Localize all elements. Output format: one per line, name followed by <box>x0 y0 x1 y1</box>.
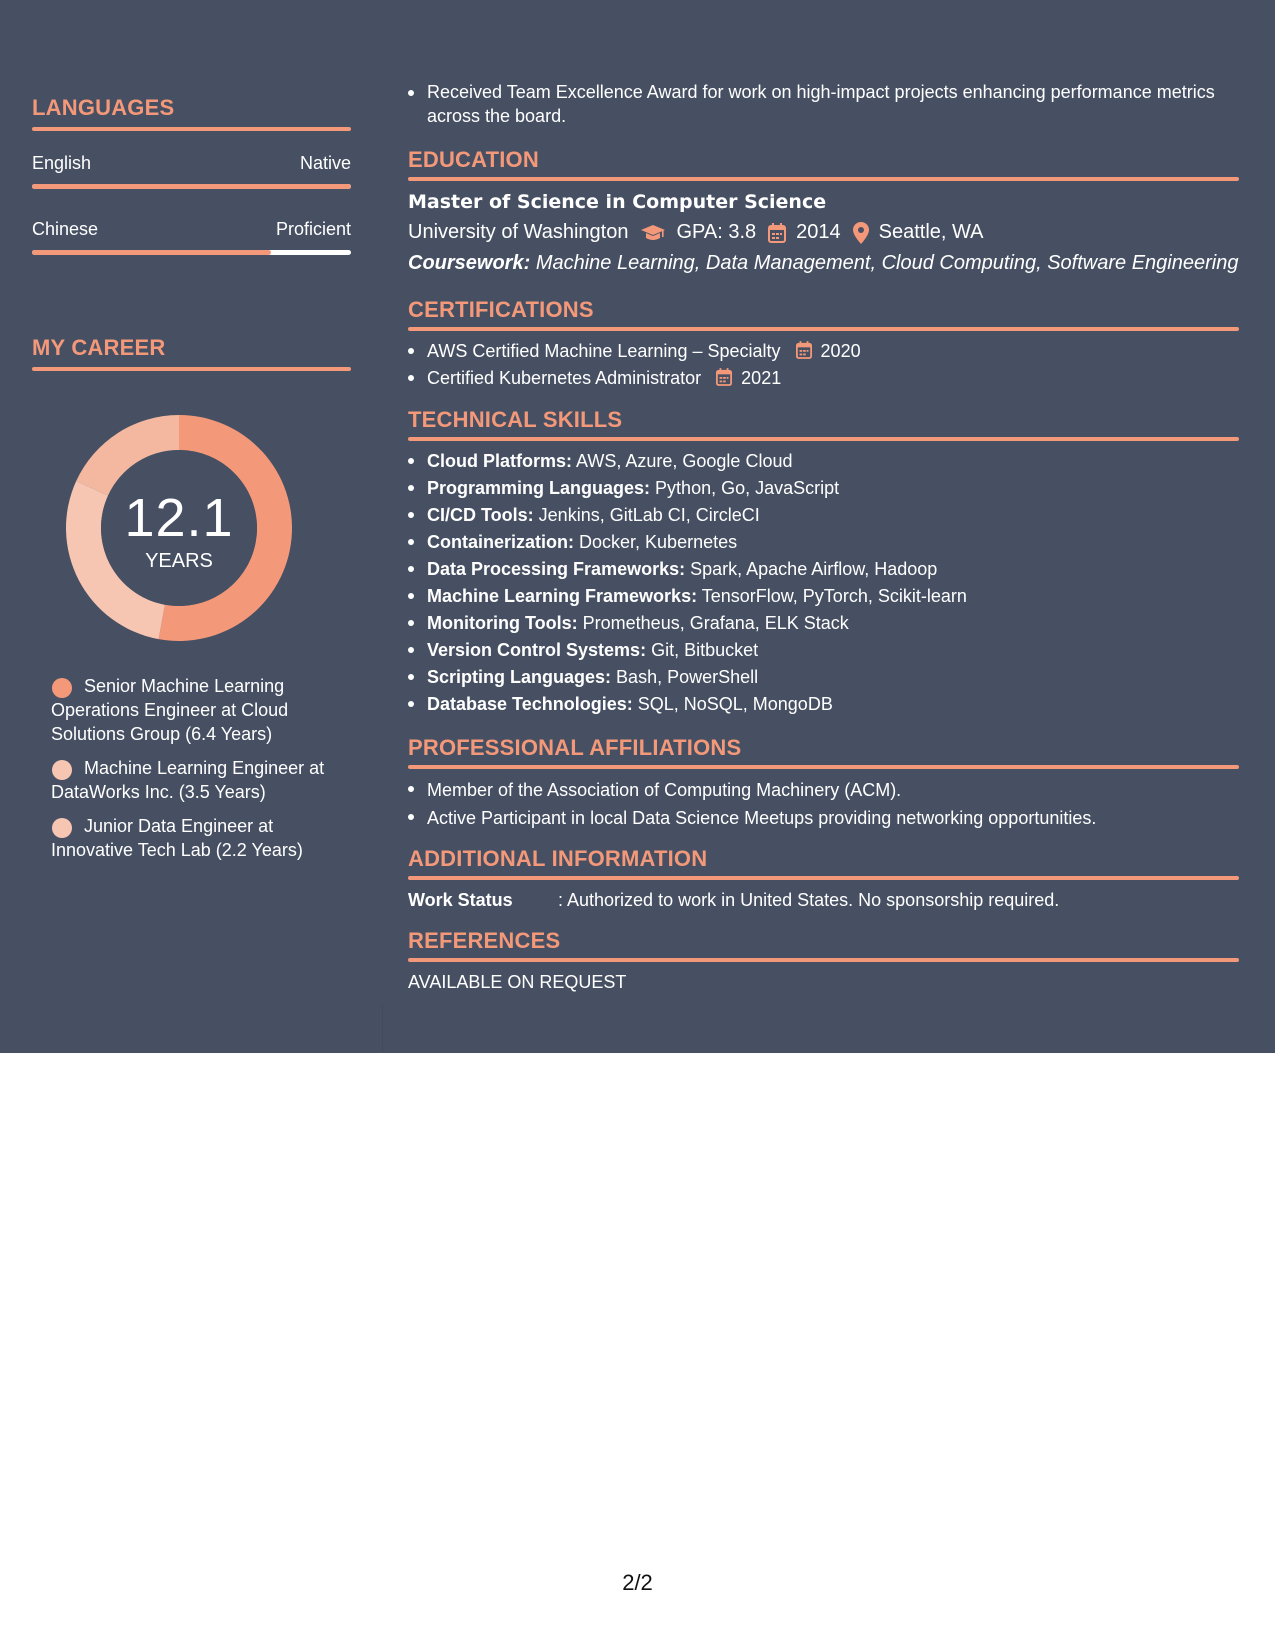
skills-list <box>408 448 1239 718</box>
language-bar-fill <box>32 184 351 189</box>
skill-item <box>408 691 1239 718</box>
references-rule <box>408 958 1239 962</box>
coursework-label: Coursework: <box>408 252 531 274</box>
career-total-years: 12.1 <box>124 488 234 548</box>
education-section <box>408 147 1239 275</box>
references-text: AVAILABLE ON REQUEST <box>408 972 627 992</box>
column-divider <box>382 1005 383 1053</box>
skill-label: Machine Learning Frameworks: <box>427 586 698 606</box>
coursework <box>408 252 1239 275</box>
certification-item <box>408 338 1239 365</box>
language-bar <box>32 250 351 255</box>
skill-value: Jenkins, GitLab CI, CircleCI <box>538 505 760 525</box>
graduation-cap-icon <box>640 224 666 242</box>
language-bar <box>32 184 351 189</box>
skill-item <box>408 637 1239 664</box>
skill-item <box>408 583 1239 610</box>
skill-value: SQL, NoSQL, MongoDB <box>637 694 833 714</box>
language-level: Native <box>299 153 351 173</box>
languages-rule <box>32 127 351 131</box>
certifications-section <box>408 297 1239 392</box>
degree-name: Master of Science in Computer Science <box>408 191 827 213</box>
certifications-rule <box>408 327 1239 331</box>
skill-value: Python, Go, JavaScript <box>655 478 840 498</box>
additional-info-title: ADDITIONAL INFORMATION <box>408 846 708 871</box>
skill-value: TensorFlow, PyTorch, Scikit-learn <box>701 586 967 606</box>
legend-dot-icon <box>52 760 72 780</box>
skill-value: Prometheus, Grafana, ELK Stack <box>582 613 849 633</box>
experience-tail-list <box>408 80 1239 128</box>
career-legend-item <box>51 756 331 804</box>
language-name: Chinese <box>32 219 99 239</box>
education-title: EDUCATION <box>408 147 539 172</box>
certification-name: AWS Certified Machine Learning – Specialty <box>427 341 781 361</box>
skill-label: Version Control Systems: <box>427 640 647 660</box>
calendar-icon <box>716 368 732 386</box>
certifications-list <box>408 338 1239 392</box>
school-name: University of Washington <box>408 221 629 243</box>
certification-item <box>408 365 1239 392</box>
skill-value: Spark, Apache Airflow, Hadoop <box>690 559 938 579</box>
skill-label: Programming Languages: <box>427 478 651 498</box>
career-section <box>32 335 351 371</box>
language-name: English <box>32 153 92 173</box>
certification-name: Certified Kubernetes Administrator <box>427 368 702 388</box>
affiliations-rule <box>408 765 1239 769</box>
affiliation-item: Active Participant in local Data Science Meetups providing networking opportunities. <box>408 804 1239 832</box>
skill-label: Containerization: <box>427 532 574 552</box>
gpa: GPA: 3.8 <box>676 221 757 243</box>
affiliations-section <box>408 735 1239 832</box>
additional-info-section <box>408 846 1239 911</box>
language-item <box>32 153 351 189</box>
language-item <box>32 219 351 255</box>
skills-title: TECHNICAL SKILLS <box>408 407 623 432</box>
location-pin-icon <box>853 222 869 244</box>
career-legend-item <box>51 814 331 862</box>
skill-item <box>408 475 1239 502</box>
career-rule <box>32 367 351 371</box>
skill-item <box>408 664 1239 691</box>
affiliation-item: Member of the Association of Computing Machinery (ACM). <box>408 776 1239 804</box>
skill-label: CI/CD Tools: <box>427 505 534 525</box>
skill-value: Bash, PowerShell <box>616 667 759 687</box>
skill-value: Git, Bitbucket <box>651 640 759 660</box>
education-rule <box>408 177 1239 181</box>
graduation-year: 2014 <box>796 221 841 243</box>
skills-rule <box>408 437 1239 441</box>
career-donut-chart <box>66 415 292 641</box>
languages-title: LANGUAGES <box>32 95 175 120</box>
skill-item <box>408 448 1239 475</box>
coursework-list: Machine Learning, Data Management, Cloud Computing, Software Engineering <box>535 252 1239 274</box>
skill-value: Docker, Kubernetes <box>579 532 738 552</box>
affiliations-title: PROFESSIONAL AFFILIATIONS <box>408 735 742 760</box>
legend-dot-icon <box>52 678 72 698</box>
skill-label: Monitoring Tools: <box>427 613 578 633</box>
certification-year: 2020 <box>820 341 861 361</box>
calendar-icon <box>796 341 812 359</box>
experience-bullet: Received Team Excellence Award for work on high-impact projects enhancing performance metrics across the board. <box>408 80 1239 128</box>
career-legend-item <box>51 674 331 746</box>
school-location: Seattle, WA <box>878 221 984 243</box>
languages-section <box>32 95 351 255</box>
skill-label: Cloud Platforms: <box>427 451 573 471</box>
skill-label: Database Technologies: <box>427 694 633 714</box>
skills-section <box>408 407 1239 718</box>
page-number: 2/2 <box>622 1570 653 1595</box>
work-status <box>408 890 1239 911</box>
skill-item <box>408 529 1239 556</box>
work-status-label: Work Status <box>408 890 513 910</box>
skill-value: AWS, Azure, Google Cloud <box>576 451 793 471</box>
work-status-value: : Authorized to work in United States. No sponsorship required. <box>558 890 1060 910</box>
skill-label: Data Processing Frameworks: <box>427 559 686 579</box>
certification-year: 2021 <box>741 368 782 388</box>
career-legend-text: Junior Data Engineer at Innovative Tech Lab (2.2 Years) <box>51 816 303 860</box>
skill-item <box>408 610 1239 637</box>
career-years-unit: YEARS <box>145 550 213 572</box>
references-section <box>408 928 1239 993</box>
skill-item <box>408 502 1239 529</box>
references-title: REFERENCES <box>408 928 561 953</box>
career-legend-text: Senior Machine Learning Operations Engineer at Cloud Solutions Group (6.4 Years) <box>51 676 289 744</box>
career-title: MY CAREER <box>32 335 166 360</box>
skill-item <box>408 556 1239 583</box>
language-level: Proficient <box>275 219 351 239</box>
language-bar-fill <box>32 250 271 255</box>
career-legend-text: Machine Learning Engineer at DataWorks Inc. (3.5 Years) <box>51 758 325 802</box>
affiliations-list <box>408 776 1239 832</box>
legend-dot-icon <box>52 818 72 838</box>
calendar-icon <box>768 223 786 243</box>
skill-label: Scripting Languages: <box>427 667 612 687</box>
career-legend <box>51 674 331 872</box>
education-details <box>408 221 1239 244</box>
additional-info-rule <box>408 876 1239 880</box>
certifications-title: CERTIFICATIONS <box>408 297 594 322</box>
